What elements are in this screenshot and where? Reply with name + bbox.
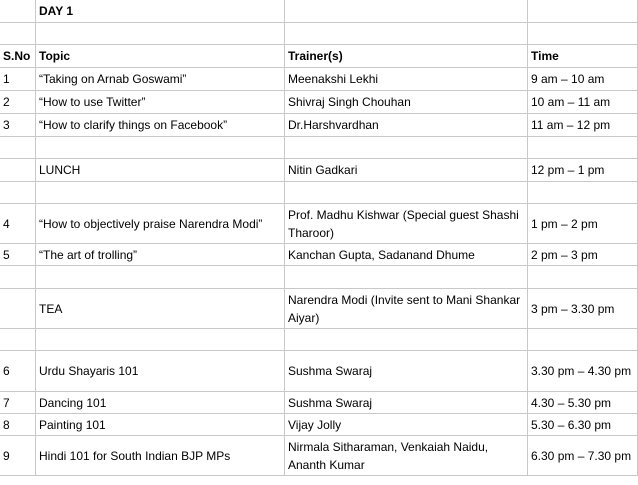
- cell-topic: “How to use Twitter”: [36, 91, 285, 114]
- spacer-row: [0, 182, 638, 204]
- cell-sno: [0, 289, 36, 329]
- header-time: Time: [528, 45, 638, 68]
- cell-trainer: Nitin Gadkari: [285, 159, 528, 182]
- cell-topic: Dancing 101: [36, 392, 285, 414]
- cell-sno: 3: [0, 114, 36, 137]
- cell-trainer: Kanchan Gupta, Sadanand Dhume: [285, 244, 528, 266]
- cell-sno: 6: [0, 351, 36, 392]
- table-row: [0, 204, 638, 244]
- day-row: [0, 0, 638, 23]
- cell-trainer: Shivraj Singh Chouhan: [285, 91, 528, 114]
- cell-trainer: Meenakshi Lekhi: [285, 68, 528, 91]
- cell-sno: [0, 159, 36, 182]
- cell-topic: LUNCH: [36, 159, 285, 182]
- table-row: [0, 414, 638, 436]
- table-row: [0, 68, 638, 91]
- cell-time: 3.30 pm – 4.30 pm: [528, 351, 638, 392]
- cell-topic: TEA: [36, 289, 285, 329]
- header-trainer: Trainer(s): [285, 45, 528, 68]
- spacer-row: [0, 266, 638, 289]
- spacer-row: [0, 23, 638, 45]
- cell-sno: 5: [0, 244, 36, 266]
- cell-topic: “How to objectively praise Narendra Modi”: [36, 204, 285, 244]
- table-row: [0, 289, 638, 329]
- table-row: [0, 351, 638, 392]
- cell-topic: “The art of trolling”: [36, 244, 285, 266]
- cell-sno: 4: [0, 204, 36, 244]
- cell-time: 9 am – 10 am: [528, 68, 638, 91]
- cell-topic: Urdu Shayaris 101: [36, 351, 285, 392]
- cell-time: 10 am – 11 am: [528, 91, 638, 114]
- cell-topic: “Taking on Arnab Goswami”: [36, 68, 285, 91]
- cell-trainer: Prof. Madhu Kishwar (Special guest Shashi Tharoor): [285, 204, 528, 244]
- header-sno: S.No: [0, 45, 36, 68]
- cell-sno: 1: [0, 68, 36, 91]
- table-row: [0, 392, 638, 414]
- header-row: [0, 45, 638, 68]
- cell-time: 1 pm – 2 pm: [528, 204, 638, 244]
- cell-time: 11 am – 12 pm: [528, 114, 638, 137]
- cell-sno: 2: [0, 91, 36, 114]
- cell-sno: 9: [0, 436, 36, 476]
- cell-trainer: Narendra Modi (Invite sent to Mani Shankar Aiyar): [285, 289, 528, 329]
- cell-topic: “How to clarify things on Facebook”: [36, 114, 285, 137]
- cell-topic: Hindi 101 for South Indian BJP MPs: [36, 436, 285, 476]
- header-topic: Topic: [36, 45, 285, 68]
- cell-time: 12 pm – 1 pm: [528, 159, 638, 182]
- cell-sno: 7: [0, 392, 36, 414]
- cell-time: 4.30 – 5.30 pm: [528, 392, 638, 414]
- cell-time: 2 pm – 3 pm: [528, 244, 638, 266]
- table-row: [0, 91, 638, 114]
- spacer-row: [0, 329, 638, 351]
- cell-time: 3 pm – 3.30 pm: [528, 289, 638, 329]
- table-row: [0, 244, 638, 266]
- table-row: [0, 436, 638, 476]
- day-label: DAY 1: [36, 0, 285, 23]
- cell-topic: Painting 101: [36, 414, 285, 436]
- cell-trainer: Vijay Jolly: [285, 414, 528, 436]
- cell-sno: 8: [0, 414, 36, 436]
- table-row: [0, 114, 638, 137]
- cell-trainer: Dr.Harshvardhan: [285, 114, 528, 137]
- cell-trainer: Sushma Swaraj: [285, 392, 528, 414]
- cell-trainer: Nirmala Sitharaman, Venkaiah Naidu, Ananth Kumar: [285, 436, 528, 476]
- table-row: [0, 159, 638, 182]
- cell-time: 5.30 – 6.30 pm: [528, 414, 638, 436]
- spacer-row: [0, 137, 638, 159]
- cell-trainer: Sushma Swaraj: [285, 351, 528, 392]
- cell-time: 6.30 pm – 7.30 pm: [528, 436, 638, 476]
